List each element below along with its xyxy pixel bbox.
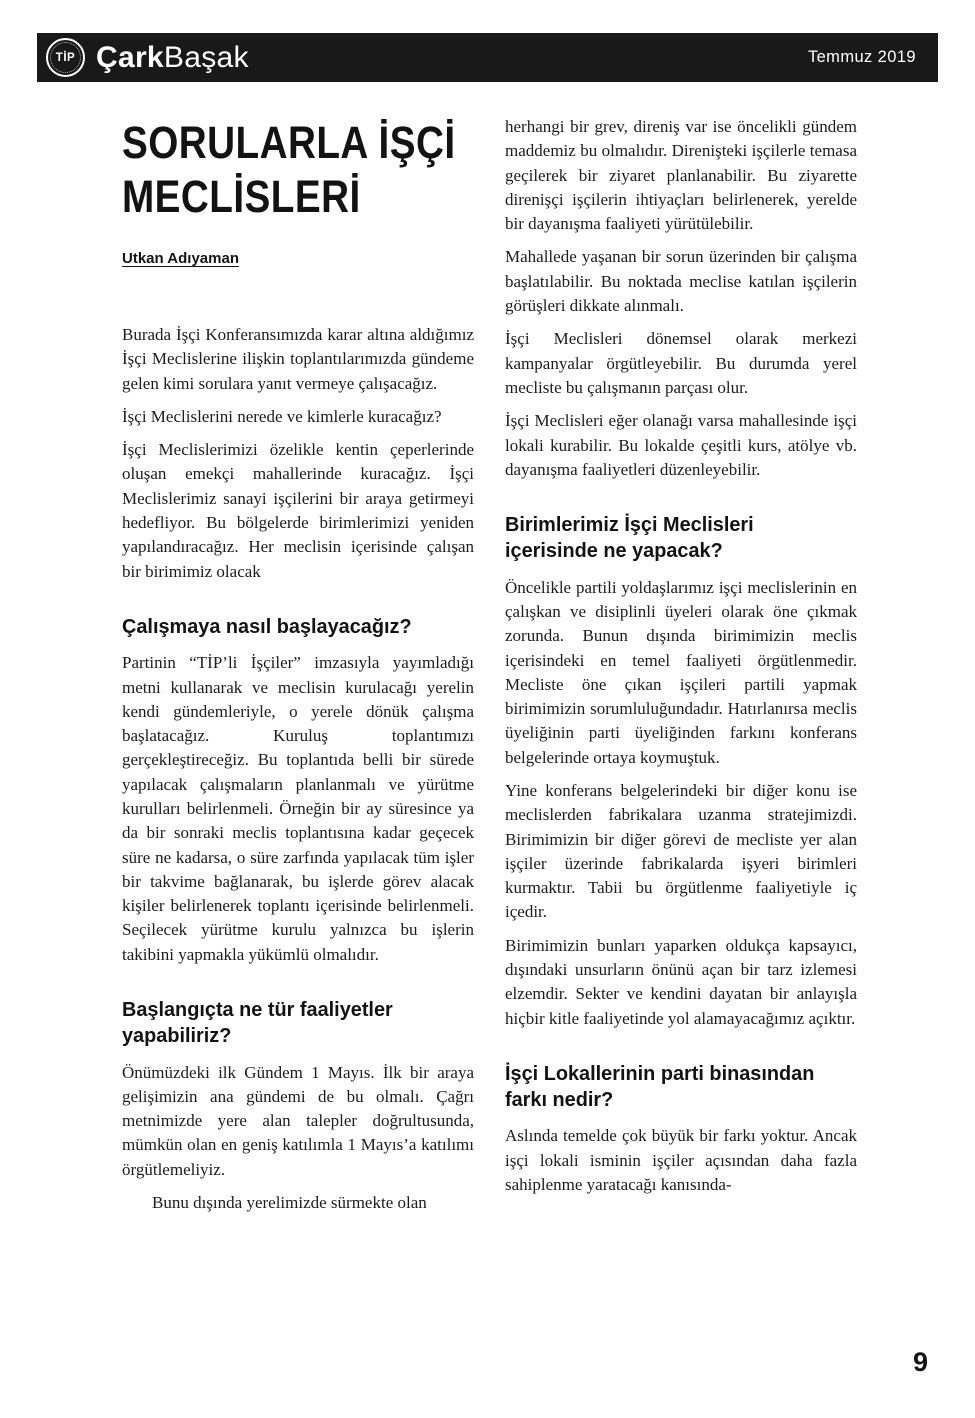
magazine-title-bold: Çark: [96, 40, 164, 74]
body-paragraph: İşçi Meclislerini nerede ve kimlerle kuracağız?: [122, 406, 442, 426]
body-paragraph: Öncelikle partili yoldaşlarımız işçi meclislerinin en çalışkan ve disiplinli üyeleri olarak öne çıkmak zorunda. Bunun dışında birimimizin meclis içerisindeki en temel faaliyeti örgütlenmedir. Mecliste öne çıkan işçileri partili yapmak birimimizin sorumluluğundadır. Hatırlanırsa meclis üyeliğinin parti üyeliğinden farkını konferans belgelerinde ortaya koymuştuk.: [505, 577, 857, 767]
body-paragraph: Bunu dışında yerelimizde sürmekte olan: [152, 1193, 427, 1213]
body-paragraph: Önümüzdeki ilk Gündem 1 Mayıs. İlk bir araya gelişimizin ana gündemi de bu olmalı. Çağrı metnimizde yere alan talepler doğrultusunda, mümkün olan en geniş katılımla 1 Mayıs’a katılımı örgütlemeliyiz.: [122, 1062, 474, 1179]
magazine-title-light: Başak: [163, 40, 249, 74]
tip-party-logo-icon: [46, 38, 85, 77]
body-paragraph: Mahallede yaşanan bir sorun üzerinden bir çalışma başlatılabilir. Bu noktada meclise katılan işçilerin görüşleri dikkate alınmalı.: [505, 247, 857, 316]
page-number: 9: [912, 1347, 928, 1377]
right-column: [505, 108, 857, 1224]
body-paragraph: Yine konferans belgelerindeki bir diğer konu ise meclislerden fabrikalara uzanma stratejimizdi. Birimimizin bir diğer görevi de mecliste yer alan işçiler üzerinde fabrikalarda işyeri birimleri kurmaktır. Tabii bu örgütlenme faaliyetiyle iç içedir.: [505, 781, 857, 922]
article-body: [122, 108, 858, 1224]
section-heading: Başlangıçta ne tür faaliyetler yapabiliriz?: [122, 998, 393, 1048]
article-title: [122, 116, 456, 224]
body-paragraph: Aslında temelde çok büyük bir farkı yoktur. Ancak işçi lokali isminin işçiler açısından daha fazla sahiplenme yaratacağı kanısında-: [505, 1126, 857, 1195]
section-heading: Birimlerimiz İşçi Meclisleri içerisinde ne yapacak?: [505, 513, 754, 563]
body-paragraph: Birimimizin bunları yaparken oldukça kapsayıcı, dışındaki unsurların önünü açan bir tarz izlemesi elzemdir. Sekter ve kendini dayatan bir anlayışla hiçbir kitle faaliyetinde yol alamayacağımız açıktır.: [505, 935, 857, 1028]
section-heading: İşçi Lokallerinin parti binasından farkı nedir?: [505, 1061, 815, 1112]
body-paragraph: Burada İşçi Konferansımızda karar altına aldığımız İşçi Meclislerine ilişkin toplantılarımızda gündeme gelen kimi sorulara yanıt vermeye çalışacağız.: [122, 325, 474, 393]
article-title-line2: MECLİSLERİ: [122, 171, 361, 222]
left-column: [122, 108, 474, 1224]
author-byline: Utkan Adıyaman: [122, 250, 239, 267]
article-title-line1: SORULARLA İŞÇİ: [122, 117, 456, 168]
body-paragraph: Partinin “TİP’li İşçiler” imzasıyla yayımladığı metni kullanarak ve meclisin kurulacağı yerelin kendi gündemleriyle, o yerele dönük çalışma başlatacağız. Kuruluş toplantımızı gerçekleştireceğiz. Bu toplantıda belli bir sürede yapılacak çalışmaların planlanmalı ve yürütme kurulları belirlenmeli. Örneğin bir ay süresince ya da bir sonraki meclis toplantısına kadar geçecek süre ne kadarsa, o süre zarfında yapılacak tüm işler bir takvime bağlanarak, bu işlerde görev alacak kişiler belirlenerek toplantı içerisinde belirlenmeli. Seçilecek yürütme kurulu yalnızca bu işlerin takibini yapmakla yükümlü olmalıdır.: [122, 653, 474, 964]
magazine-title: [96, 41, 249, 75]
header-bar: [37, 33, 938, 82]
logo-text: TİP: [55, 51, 76, 64]
body-paragraph: İşçi Meclisleri eğer olanağı varsa mahallesinde işçi lokali kurabilir. Bu lokalde çeşitli kurs, atölye vb. dayanışma faaliyetleri düzenleyebilir.: [505, 411, 857, 479]
issue-date: Temmuz 2019: [807, 48, 916, 66]
section-heading: Çalışmaya nasıl başlayacağız?: [122, 614, 412, 638]
body-paragraph: İşçi Meclisleri dönemsel olarak merkezi kampanyalar örgütleyebilir. Bu durumda yerel mecliste bu çalışmanın parçası olur.: [505, 329, 857, 397]
body-paragraph: herhangi bir grev, direniş var ise öncelikli gündem maddemiz bu olmalıdır. Direnişteki işçilerle temasa geçilerek bir ziyaret planlanabilir. Bu ziyarette direnişçi işçilerin ihtiyaçları belirlenerek, yerelde bir dayanışma faaliyeti yürütülebilir.: [505, 117, 857, 234]
body-paragraph: İşçi Meclislerimizi özelikle kentin çeperlerinde oluşan emekçi mahallerinde kuracağız. İşçi Meclislerimiz sanayi işçilerini bir araya getirmeyi hedefliyor. Bu bölgelerde birimlerimizi yeniden yapılandıracağız. Her meclisin içerisinde çalışan bir birimimiz olacak: [122, 440, 474, 581]
